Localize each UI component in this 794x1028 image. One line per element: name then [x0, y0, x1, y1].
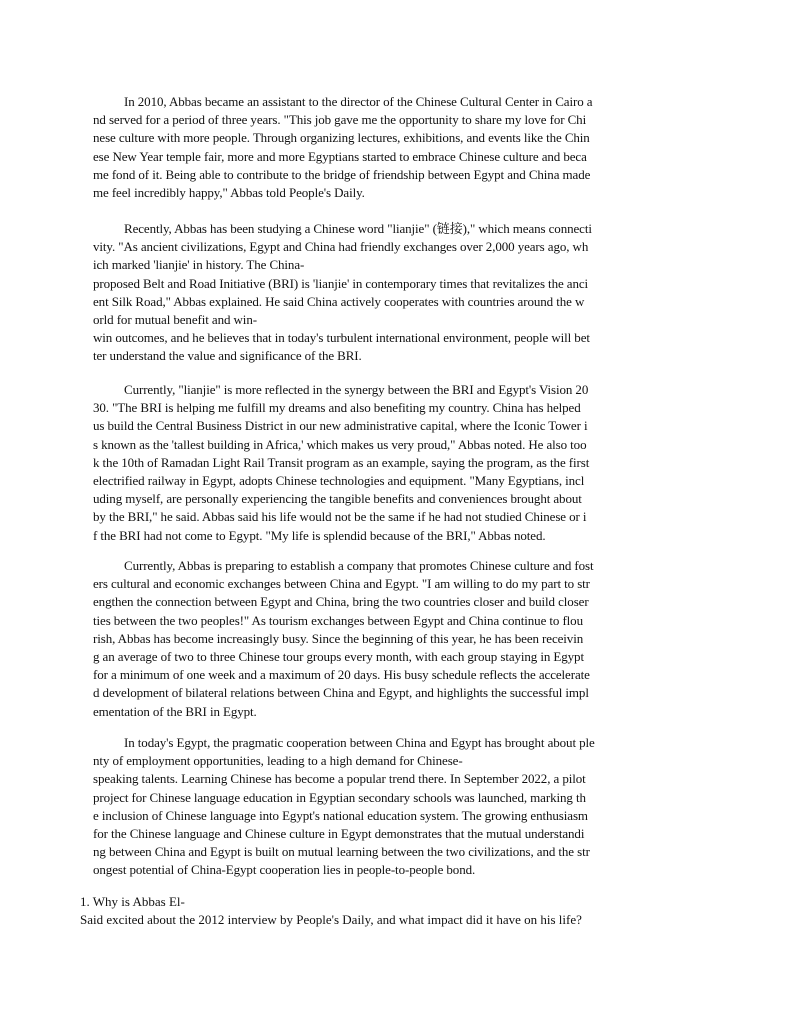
- text-line: vity. "As ancient civilizations, Egypt and China had friendly exchanges over 2,000 years ago, wh: [93, 239, 589, 255]
- text-line: us build the Central Business District in our new administrative capital, where the Iconic Tower i: [93, 418, 588, 434]
- text-line: by the BRI," he said. Abbas said his life would not be the same if he had not studied Chinese or i: [93, 509, 587, 525]
- text-line: ich marked 'lianjie' in history. The China-: [93, 257, 305, 273]
- text-line: k the 10th of Ramadan Light Rail Transit program as an example, saying the program, as the first: [93, 454, 590, 470]
- text-line: for the Chinese language and Chinese culture in Egypt demonstrates that the mutual understandi: [93, 826, 585, 842]
- text-line: In 2010, Abbas became an assistant to the director of the Chinese Cultural Center in Cairo a: [124, 94, 593, 109]
- text-line: ese New Year temple fair, more and more Egyptians started to embrace Chinese culture and beca: [93, 148, 587, 164]
- text-line: nese culture with more people. Through organizing lectures, exhibitions, and events like the Chin: [93, 130, 590, 146]
- question-line: Said excited about the 2012 interview by People's Daily, and what impact did it have on his life?: [80, 912, 582, 928]
- text-line: nty of employment opportunities, leading to a high demand for Chinese-: [93, 753, 463, 769]
- text-line: s known as the 'tallest building in Africa,' which makes us very proud," Abbas noted. He also too: [93, 436, 587, 452]
- paragraph-4: [93, 557, 701, 721]
- paragraph-1: [93, 93, 701, 202]
- text-line: ent Silk Road," Abbas explained. He said China actively cooperates with countries around the w: [93, 293, 585, 309]
- question-line: 1. Why is Abbas El-: [80, 894, 185, 909]
- text-line: me fond of it. Being able to contribute to the bridge of friendship between Egypt and China made: [93, 166, 591, 182]
- paragraph-3: [93, 381, 701, 545]
- text-line: ementation of the BRI in Egypt.: [93, 703, 257, 719]
- text-line: g an average of two to three Chinese tour groups every month, with each group staying in Egypt: [93, 649, 584, 665]
- text-line: rish, Abbas has become increasingly busy. Since the beginning of this year, he has been receivin: [93, 630, 584, 646]
- text-line: me feel incredibly happy," Abbas told People's Daily.: [93, 185, 365, 201]
- text-line: Currently, Abbas is preparing to establish a company that promotes Chinese culture and fost: [124, 558, 594, 573]
- text-line: win outcomes, and he believes that in today's turbulent international environment, people will bet: [93, 330, 590, 346]
- text-line: ongest potential of China-Egypt cooperation lies in people-to-people bond.: [93, 862, 476, 878]
- text-line: orld for mutual benefit and win-: [93, 312, 257, 328]
- text-line: e inclusion of Chinese language into Egypt's national education system. The growing enthusiasm: [93, 807, 588, 823]
- text-line: speaking talents. Learning Chinese has become a popular trend there. In September 2022, a pilot: [93, 771, 586, 787]
- text-line: for a minimum of one week and a maximum of 20 days. His busy schedule reflects the accelerate: [93, 667, 590, 683]
- text-line: engthen the connection between Egypt and China, bring the two countries closer and build closer: [93, 594, 589, 610]
- text-line: Recently, Abbas has been studying a Chinese word "lianjie" (链接)," which means connecti: [124, 221, 592, 236]
- text-line: nd served for a period of three years. "This job gave me the opportunity to share my love for Chi: [93, 112, 587, 128]
- text-line: project for Chinese language education in Egyptian secondary schools was launched, marking th: [93, 789, 586, 805]
- text-line: ng between China and Egypt is built on mutual learning between the two civilizations, and the str: [93, 844, 590, 860]
- text-line: Currently, "lianjie" is more reflected in the synergy between the BRI and Egypt's Vision 20: [124, 382, 589, 397]
- text-line: ter understand the value and significance of the BRI.: [93, 348, 362, 364]
- text-line: In today's Egypt, the pragmatic cooperation between China and Egypt has brought about ple: [124, 735, 595, 750]
- text-line: uding myself, are personally experiencing the tangible benefits and conveniences brought about: [93, 491, 582, 507]
- text-line: electrified railway in Egypt, adopts Chinese technologies and equipment. "Many Egyptians, incl: [93, 473, 585, 489]
- text-line: ties between the two peoples!" As tourism exchanges between Egypt and China continue to flou: [93, 612, 583, 628]
- paragraph-5: [93, 734, 701, 880]
- text-line: proposed Belt and Road Initiative (BRI) is 'lianjie' in contemporary times that revitalizes the anci: [93, 275, 589, 291]
- question-1: [80, 893, 720, 929]
- text-line: 30. "The BRI is helping me fulfill my dreams and also benefiting my country. China has helped: [93, 400, 581, 416]
- text-line: d development of bilateral relations between China and Egypt, and highlights the successful impl: [93, 685, 589, 701]
- text-line: ers cultural and economic exchanges between China and Egypt. "I am willing to do my part to str: [93, 576, 590, 592]
- paragraph-2: [93, 220, 701, 366]
- text-line: f the BRI had not come to Egypt. "My life is splendid because of the BRI," Abbas noted.: [93, 527, 546, 543]
